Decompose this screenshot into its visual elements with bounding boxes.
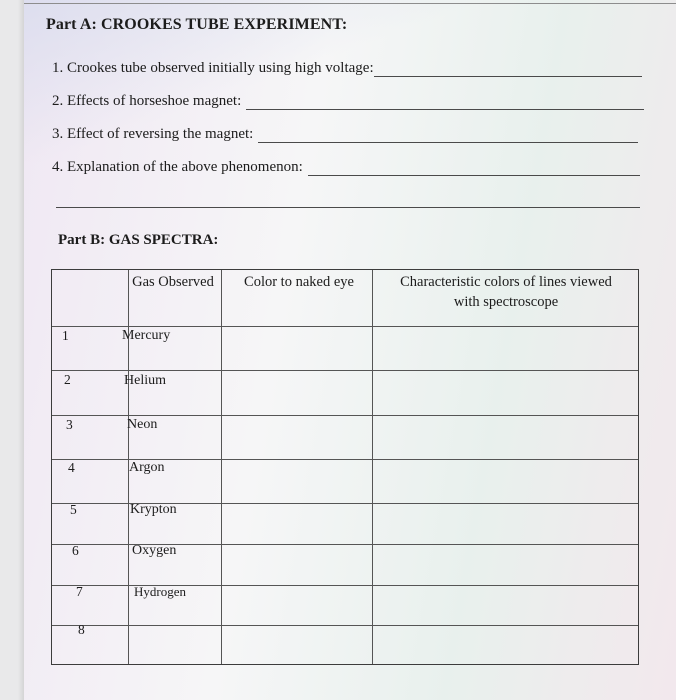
gas-name: Hydrogen bbox=[134, 584, 186, 599]
row-number: 6 bbox=[72, 543, 79, 558]
row-number: 7 bbox=[76, 584, 83, 599]
question-1-text: 1. Crookes tube observed initially using high voltage: bbox=[52, 60, 374, 76]
header-characteristic-colors-line1: Characteristic colors of lines viewed bbox=[400, 274, 612, 290]
answer-line-2[interactable] bbox=[246, 109, 644, 110]
row-divider-2 bbox=[52, 415, 638, 416]
part-b-title: Part B: GAS SPECTRA: bbox=[58, 232, 219, 248]
answer-line-3[interactable] bbox=[258, 142, 638, 143]
row-divider-7 bbox=[52, 625, 638, 626]
gas-spectra-table bbox=[51, 269, 639, 665]
answer-line-1[interactable] bbox=[374, 76, 642, 77]
gas-name: Mercury bbox=[122, 328, 171, 343]
gas-name: Krypton bbox=[130, 502, 177, 517]
row-number: 8 bbox=[78, 622, 85, 637]
answer-line-4[interactable] bbox=[308, 175, 640, 176]
header-gas-observed: Gas Observed bbox=[132, 274, 214, 290]
question-2-text: 2. Effects of horseshoe magnet: bbox=[52, 93, 242, 109]
row-number: 5 bbox=[70, 502, 77, 517]
question-4-text: 4. Explanation of the above phenomenon: bbox=[52, 159, 303, 175]
row-divider-1 bbox=[52, 370, 638, 371]
question-3 bbox=[52, 126, 253, 143]
question-1 bbox=[52, 60, 374, 77]
question-2 bbox=[52, 93, 241, 110]
gas-name: Oxygen bbox=[132, 543, 177, 558]
header-characteristic-colors-line2: with spectroscope bbox=[453, 294, 559, 310]
question-3-text: 3. Effect of reversing the magnet: bbox=[52, 126, 254, 142]
row-number: 2 bbox=[64, 372, 71, 387]
col-divider-3 bbox=[372, 270, 373, 664]
top-rule bbox=[24, 3, 676, 4]
answer-line-extra[interactable] bbox=[56, 207, 640, 208]
gas-name: Argon bbox=[129, 460, 165, 475]
part-a-title: Part A: CROOKES TUBE EXPERIMENT: bbox=[46, 16, 348, 33]
gas-name: Neon bbox=[127, 417, 158, 432]
gas-name: Helium bbox=[124, 373, 166, 388]
row-number: 3 bbox=[66, 417, 73, 432]
row-number: 1 bbox=[62, 328, 69, 343]
row-divider-header bbox=[52, 326, 638, 327]
col-divider-2 bbox=[221, 270, 222, 664]
header-color-naked-eye: Color to naked eye bbox=[244, 274, 354, 290]
question-4 bbox=[52, 159, 303, 176]
row-number: 4 bbox=[68, 460, 75, 475]
header-characteristic-colors bbox=[375, 272, 637, 312]
